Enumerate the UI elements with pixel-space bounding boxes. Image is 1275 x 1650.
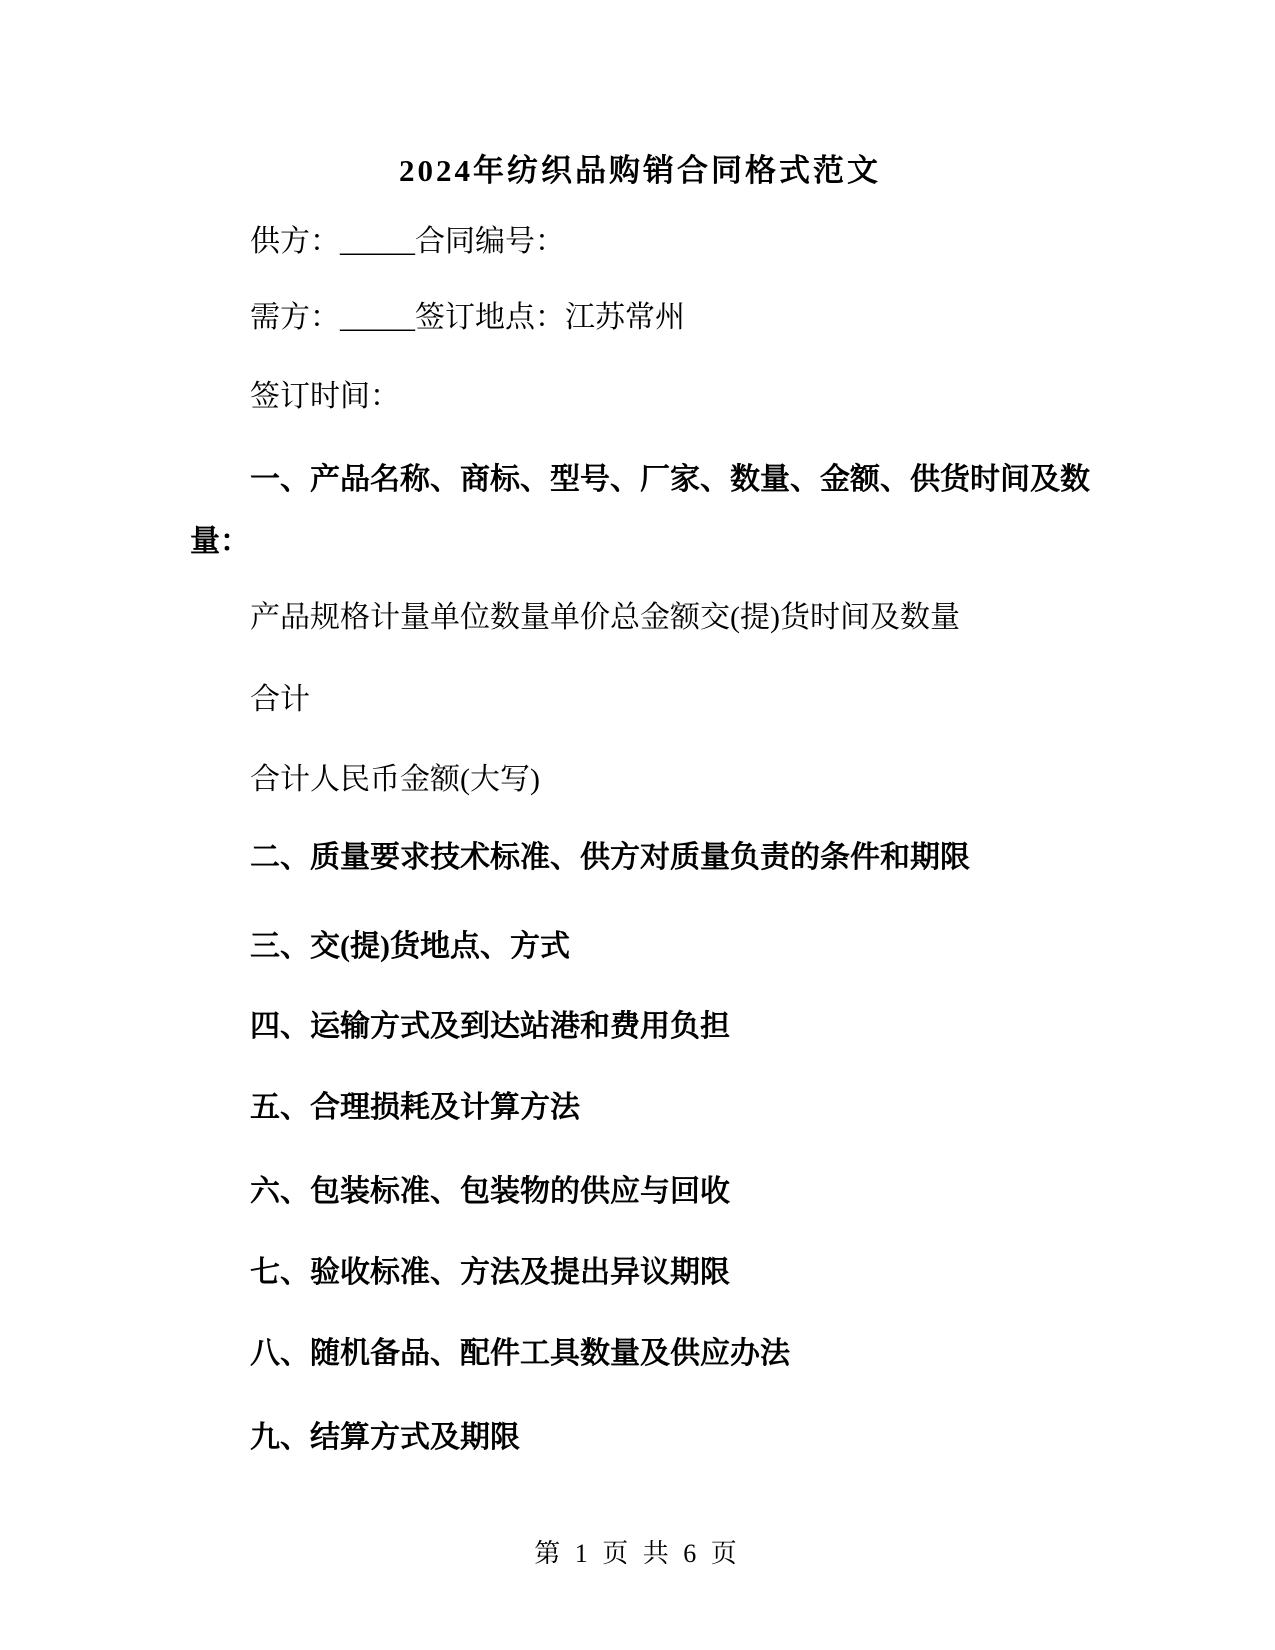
section-6-heading: 六、包装标准、包装物的供应与回收 — [250, 1175, 730, 1208]
product-table-header-line: 产品规格计量单位数量单价总金额交(提)货时间及数量 — [250, 601, 960, 634]
signing-time-line: 签订时间： — [250, 380, 400, 413]
section-4-heading: 四、运输方式及到达站港和费用负担 — [250, 1010, 730, 1043]
section-2-heading: 二、质量要求技术标准、供方对质量负责的条件和期限 — [250, 841, 970, 874]
section-5-heading: 五、合理损耗及计算方法 — [250, 1091, 580, 1124]
section-9-heading: 九、结算方式及期限 — [250, 1421, 520, 1454]
section-3-heading: 三、交(提)货地点、方式 — [250, 930, 570, 963]
buyer-line: 需方：_____签订地点：江苏常州 — [250, 301, 685, 334]
supplier-line: 供方：_____合同编号： — [250, 225, 565, 258]
total-line: 合计 — [250, 683, 310, 716]
section-1-heading: 一、产品名称、商标、型号、厂家、数量、金额、供货时间及数量： — [190, 463, 1090, 558]
total-amount-words-line: 合计人民币金额(大写) — [250, 763, 540, 796]
page-number-footer: 第 1 页 共 6 页 — [534, 1539, 741, 1568]
section-8-heading: 八、随机备品、配件工具数量及供应办法 — [250, 1337, 790, 1370]
section-7-heading: 七、验收标准、方法及提出异议期限 — [250, 1256, 730, 1289]
contract-title: 2024年纺织品购销合同格式范文 — [399, 153, 881, 188]
